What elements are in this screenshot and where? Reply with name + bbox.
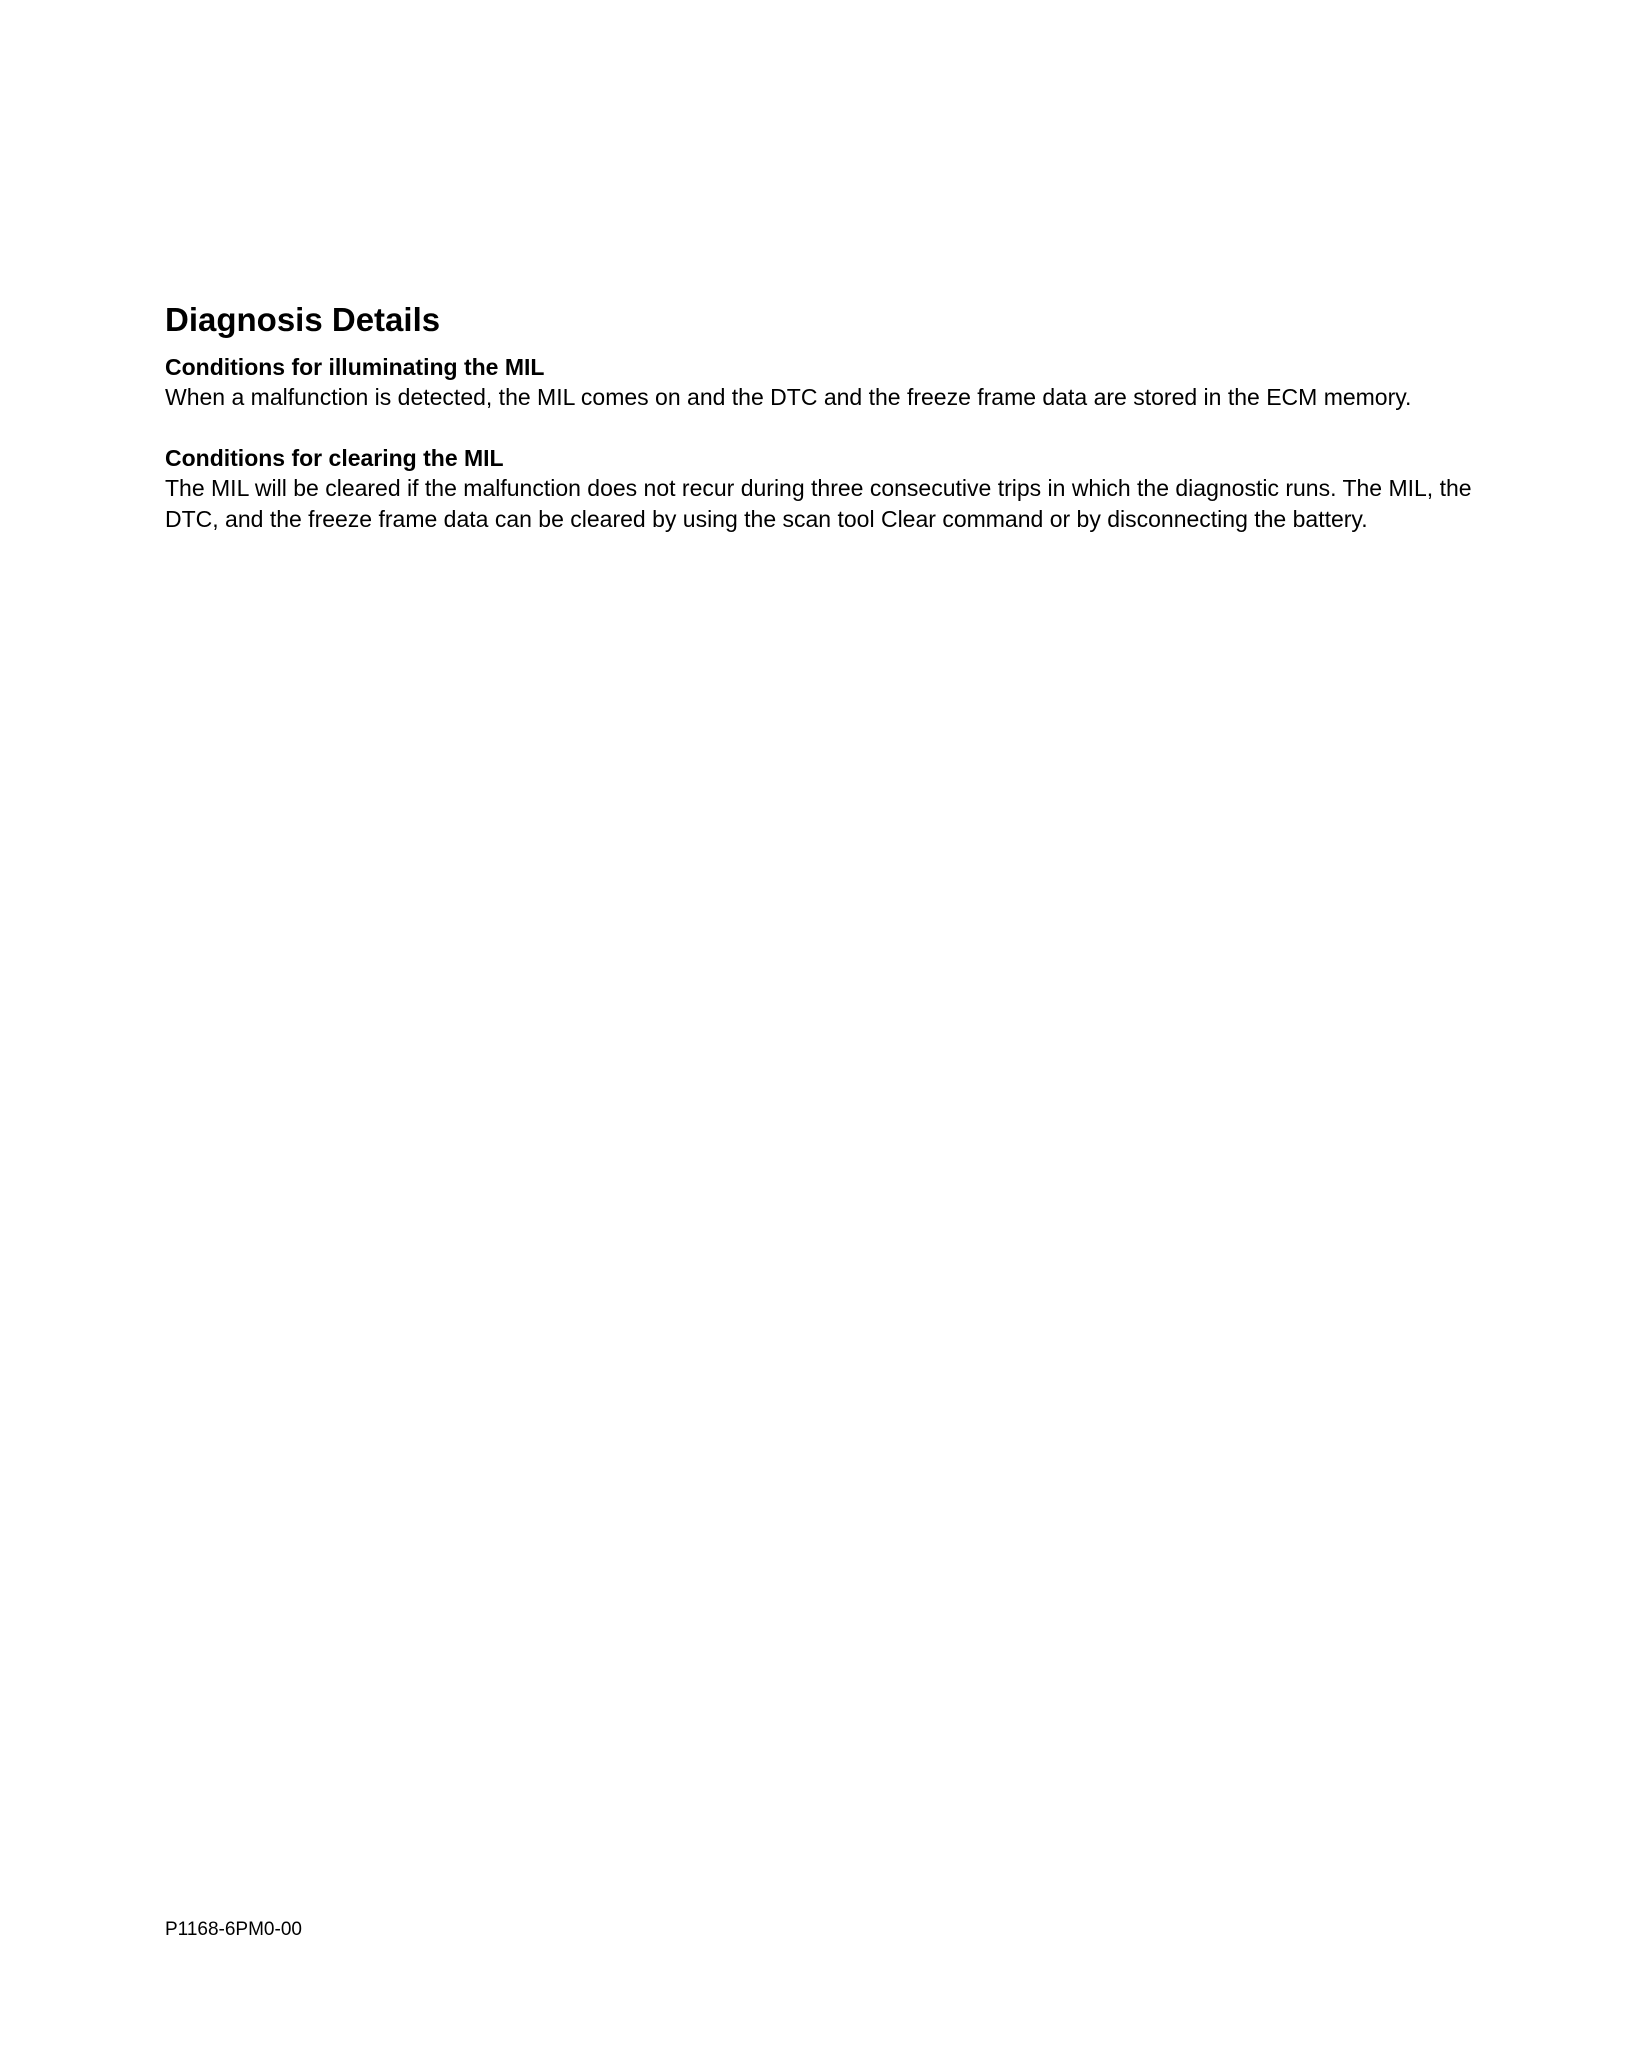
document-content [165, 300, 1525, 565]
section-clearing-mil [165, 443, 1525, 535]
footer-document-code: P1168-6PM0-00 [165, 1919, 302, 1940]
section-illuminating-mil [165, 352, 1525, 413]
section-body: The MIL will be cleared if the malfunction does not recur during three consecutive trips in which the diagnostic runs. The MIL, the DTC, and the freeze frame data can be cleared by using the scan tool Clear command or by disconnecting the battery. [165, 475, 1472, 532]
section-heading: Conditions for illuminating the MIL [165, 354, 545, 380]
section-body: When a malfunction is detected, the MIL comes on and the DTC and the freeze frame data are stored in the ECM memory. [165, 384, 1412, 410]
page-title: Diagnosis Details [165, 301, 441, 338]
section-heading: Conditions for clearing the MIL [165, 445, 504, 471]
